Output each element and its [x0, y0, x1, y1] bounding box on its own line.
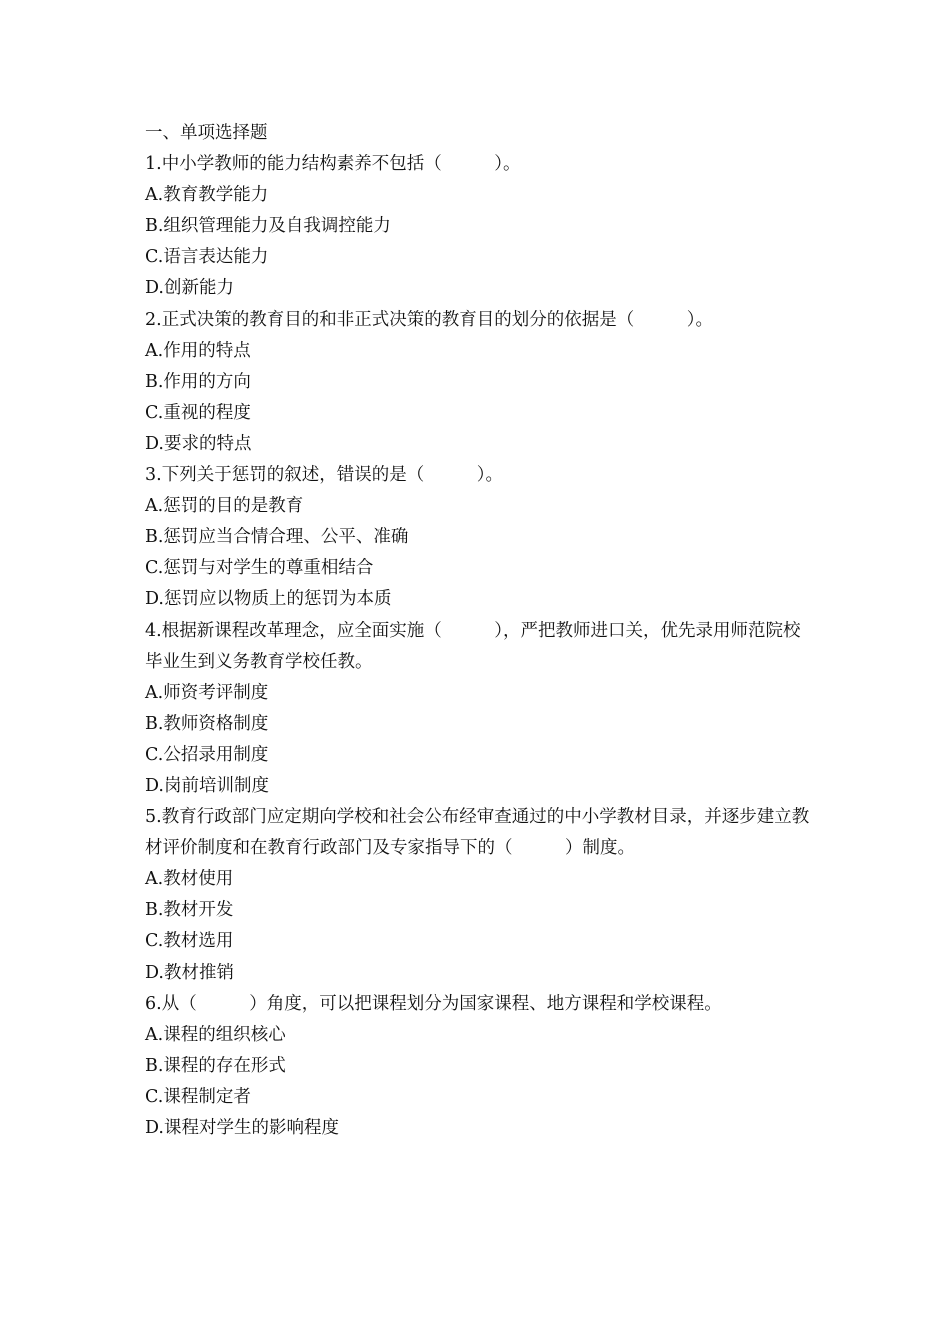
- option-b: B.教材开发: [145, 900, 234, 921]
- question-6: [145, 989, 815, 1144]
- option-c: C.语言表达能力: [145, 247, 269, 268]
- question-stem: 3.下列关于惩罚的叙述，错误的是（ ）。: [145, 465, 503, 486]
- option-b: B.惩罚应当合情合理、公平、准确: [145, 527, 409, 548]
- option-a: A.作用的特点: [145, 340, 251, 361]
- question-5: [145, 802, 815, 989]
- option-d: D.教材推销: [145, 962, 234, 983]
- option-b: B.作用的方向: [145, 371, 251, 392]
- question-1: [145, 149, 815, 304]
- option-d: D.岗前培训制度: [145, 775, 269, 796]
- question-stem: 2.正式决策的教育目的和非正式决策的教育目的划分的依据是（ ）。: [145, 309, 713, 330]
- option-d: D.创新能力: [145, 278, 234, 299]
- option-b: B.组织管理能力及自我调控能力: [145, 216, 391, 237]
- question-3: [145, 460, 815, 615]
- option-d: D.课程对学生的影响程度: [145, 1118, 339, 1138]
- question-stem: 1.中小学教师的能力结构素养不包括（ ）。: [145, 154, 521, 175]
- option-a: A.师资考评制度: [145, 682, 269, 703]
- option-a: A.课程的组织核心: [145, 1024, 286, 1045]
- option-a: A.惩罚的目的是教育: [145, 496, 304, 517]
- option-b: B.教师资格制度: [145, 713, 269, 734]
- question-stem: 4.根据新课程改革理念，应全面实施（ ），严把教师进口关，优先录用师范院校毕业生到义务教育学校任教。: [145, 620, 801, 672]
- question-2: [145, 305, 815, 460]
- option-c: C.重视的程度: [145, 402, 251, 423]
- option-a: A.教育教学能力: [145, 185, 269, 206]
- question-stem: 6.从（ ）角度，可以把课程划分为国家课程、地方课程和学校课程。: [145, 993, 722, 1014]
- option-c: C.公招录用制度: [145, 744, 269, 765]
- option-d: D.惩罚应以物质上的惩罚为本质: [145, 589, 392, 610]
- question-4: [145, 616, 815, 803]
- option-d: D.要求的特点: [145, 433, 252, 454]
- option-c: C.惩罚与对学生的尊重相结合: [145, 558, 374, 579]
- document-page: [145, 118, 815, 1144]
- option-c: C.教材选用: [145, 931, 234, 952]
- question-stem: 5.教育行政部门应定期向学校和社会公布经审查通过的中小学教材目录，并逐步建立教材评价制度和在教育行政部门及专家指导下的（ ）制度。: [145, 807, 810, 859]
- option-b: B.课程的存在形式: [145, 1055, 286, 1076]
- section-title: 一、单项选择题: [145, 123, 268, 143]
- option-a: A.教材使用: [145, 869, 234, 890]
- option-c: C.课程制定者: [145, 1086, 251, 1107]
